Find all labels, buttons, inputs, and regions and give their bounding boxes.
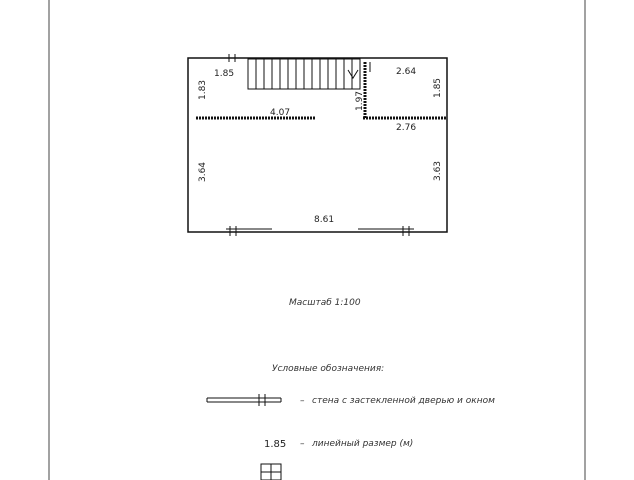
legend-title: Условные обозначения: [272, 364, 385, 374]
floor-plan [188, 54, 447, 236]
outer-wall [188, 58, 447, 232]
dim-partition-wall: 4.07 [270, 108, 291, 118]
dim-right-upper: 1.85 [433, 77, 443, 99]
legend [207, 364, 495, 480]
bottom-window-left [226, 226, 272, 236]
dim-stair-side: 1.97 [355, 90, 365, 112]
dim-left-lower: 3.64 [198, 161, 208, 183]
legend-dash: – [300, 439, 305, 449]
scale-label: Масштаб 1:100 [289, 298, 361, 308]
legend-dash: – [300, 396, 305, 406]
legend-glazed-wall-text: стена с застекленной дверью и окном [312, 396, 495, 406]
stair-arrow [348, 70, 358, 78]
dim-right-partition: 2.76 [396, 123, 417, 133]
dim-bottom: 8.61 [314, 215, 335, 225]
dim-right-lower: 3.63 [433, 160, 443, 182]
dim-top-right: 2.64 [396, 67, 417, 77]
legend-dimension-text: линейный размер (м) [312, 439, 414, 449]
dim-left-upper: 1.83 [198, 79, 208, 101]
glazed-wall-symbol [207, 394, 281, 406]
staircase [248, 59, 360, 89]
dim-top-left: 1.85 [214, 69, 235, 79]
window-grid-symbol [261, 464, 281, 480]
bottom-window-right [358, 226, 414, 236]
legend-dimension-sample: 1.85 [264, 439, 287, 450]
